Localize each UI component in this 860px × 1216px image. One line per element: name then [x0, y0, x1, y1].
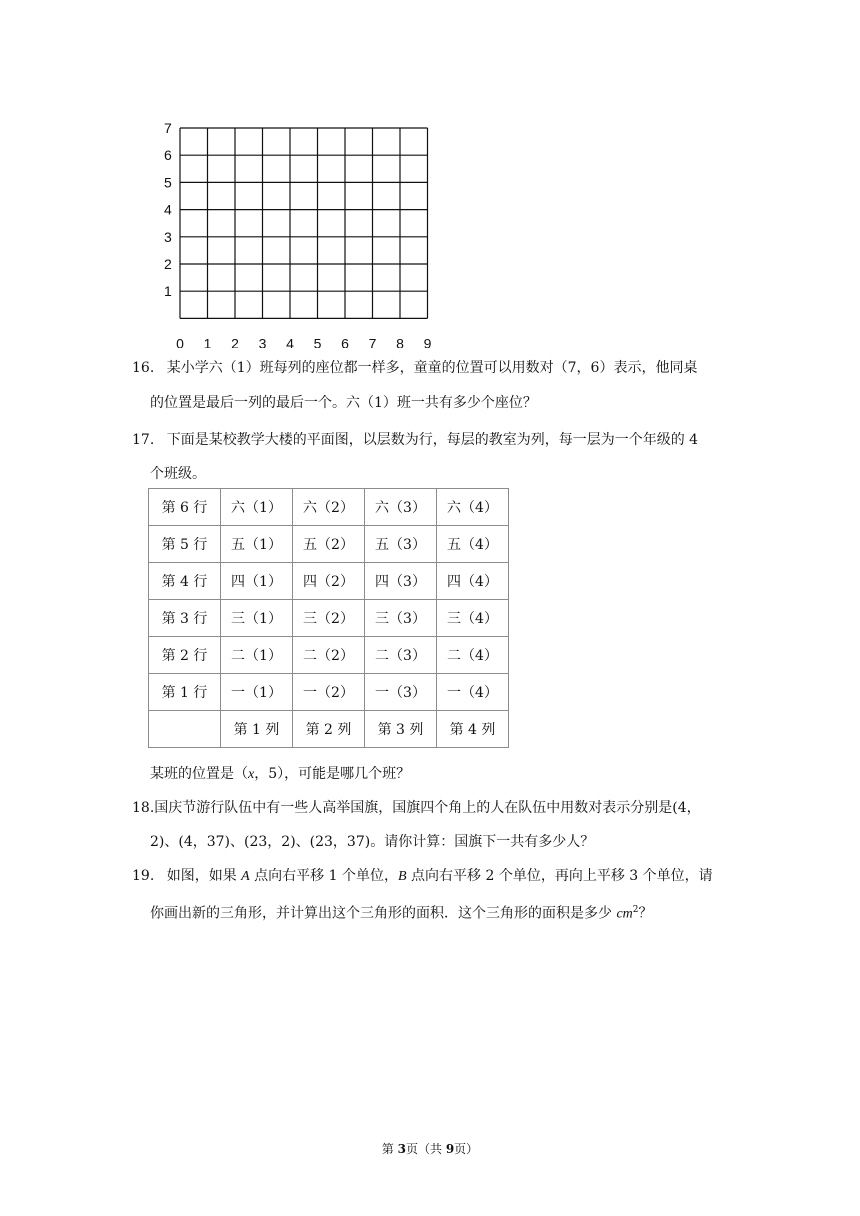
q18-number: 18. [132, 800, 155, 816]
q17-question-post: ，5），可能是哪几个班？ [254, 766, 411, 782]
q18-text-1: 国庆节游行队伍中有一些人高举国旗，国旗四个角上的人在队伍中用数对表示分别是(4， [154, 800, 701, 816]
table-cell: 六（2） [293, 489, 365, 526]
footer-page-number: 3 [397, 1142, 406, 1156]
grid-x-labels [176, 335, 432, 348]
y-tick-label: 6 [164, 147, 172, 164]
table-cell: 二（3） [365, 637, 437, 674]
x-tick-label: 0 [176, 335, 184, 348]
footer-total-pages: 9 [445, 1142, 455, 1156]
table-row [149, 711, 509, 748]
table-cell: 一（2） [293, 674, 365, 711]
table-cell: 第 2 行 [149, 637, 221, 674]
q19-text-1b: 点向右平移 1 个单位， [249, 868, 398, 884]
x-tick-label: 8 [396, 335, 404, 348]
table-row [149, 526, 509, 563]
q19-text-2a: 你画出新的三角形，并计算出这个三角形的面积．这个三角形的面积是多少 [150, 905, 617, 922]
x-tick-label: 6 [341, 335, 349, 348]
table-cell: 第 2 列 [293, 711, 365, 748]
table-cell: 四（1） [221, 563, 293, 600]
table-cell: 四（4） [437, 563, 509, 600]
table-cell: 四（3） [365, 563, 437, 600]
table-row [149, 563, 509, 600]
table-cell: 三（4） [437, 600, 509, 637]
point-a-label: A [241, 869, 250, 884]
coordinate-grid [160, 118, 450, 348]
q19-text-1c: 点向右平移 2 个单位，再向上平移 3 个单位，请 [406, 868, 713, 884]
point-b-label: B [398, 869, 407, 884]
table-cell: 三（3） [365, 600, 437, 637]
table-cell: 五（4） [437, 526, 509, 563]
table-cell: 第 1 列 [221, 711, 293, 748]
table-cell: 五（3） [365, 526, 437, 563]
y-tick-label: 4 [164, 201, 172, 218]
q16-line2: 的位置是最后一列的最后一个。六（1）班一共有多少个座位？ [150, 395, 537, 411]
table-cell: 一（3） [365, 674, 437, 711]
table-row [149, 600, 509, 637]
x-tick-label: 2 [231, 335, 239, 348]
table-cell: 二（1） [221, 637, 293, 674]
table-cell: 三（2） [293, 600, 365, 637]
y-tick-label: 1 [164, 283, 172, 300]
q17-question-pre: 某班的位置是（ [150, 766, 248, 782]
table-cell: 四（2） [293, 563, 365, 600]
grid-y-labels [164, 120, 172, 299]
table-cell: 第 4 列 [437, 711, 509, 748]
table-cell [149, 711, 221, 748]
table-cell: 二（4） [437, 637, 509, 674]
x-tick-label: 3 [258, 335, 267, 348]
q19-text-1a: 如图，如果 [166, 868, 242, 884]
q19-number: 19. [132, 868, 155, 884]
q16-text-1: 某小学六（1）班每列的座位都一样多，童童的位置可以用数对（7，6）表示，他同桌 [166, 360, 698, 376]
table-cell: 第 5 行 [149, 526, 221, 563]
x-tick-label: 1 [203, 335, 212, 348]
q16-line1 [132, 360, 697, 376]
grid-lines [180, 128, 428, 318]
q17-number: 17. [132, 432, 155, 448]
q17-question-var: x [248, 767, 255, 782]
unit-cm: cm [616, 906, 633, 922]
y-tick-label: 7 [164, 120, 172, 136]
table-cell: 六（3） [365, 489, 437, 526]
x-tick-label: 5 [313, 335, 322, 348]
y-tick-label: 5 [164, 174, 172, 191]
y-tick-label: 2 [164, 256, 172, 272]
table-cell: 一（1） [221, 674, 293, 711]
table-cell: 六（4） [437, 489, 509, 526]
table-cell: 第 4 行 [149, 563, 221, 600]
page-footer [0, 1140, 860, 1157]
table-row [149, 637, 509, 674]
table-cell: 第 3 行 [149, 600, 221, 637]
table-cell: 第 1 行 [149, 674, 221, 711]
q19-text-2b: ？ [638, 905, 653, 922]
q17-question [150, 766, 410, 783]
class-table [148, 488, 509, 748]
table-cell: 三（1） [221, 600, 293, 637]
footer-mid: 页（共 [405, 1142, 446, 1156]
x-tick-label: 7 [368, 335, 377, 348]
x-tick-label: 9 [423, 335, 432, 348]
table-cell: 第 3 列 [365, 711, 437, 748]
table-row [149, 489, 509, 526]
y-tick-label: 3 [164, 228, 172, 245]
unit-sup: 2 [632, 905, 639, 915]
q17-text-1: 下面是某校教学大楼的平面图，以层数为行，每层的教室为列，每一层为一个年级的 4 [166, 432, 699, 448]
q16-number: 16. [132, 360, 155, 376]
table-cell: 五（2） [293, 526, 365, 563]
q17-line2: 个班级。 [150, 466, 206, 482]
table-row [149, 674, 509, 711]
footer-pre: 第 [381, 1142, 398, 1156]
q19-line2 [150, 902, 653, 923]
table-cell: 二（2） [293, 637, 365, 674]
table-cell: 六（1） [221, 489, 293, 526]
table-cell: 五（1） [221, 526, 293, 563]
q19-line1 [132, 868, 713, 885]
q18-line1 [132, 800, 701, 816]
q18-line2: 2)、(4，37)、(23，2)、(23，37)。请你计算：国旗下一共有多少人？ [150, 834, 595, 850]
q17-line1 [132, 432, 698, 448]
x-tick-label: 4 [286, 335, 294, 348]
table-cell: 第 6 行 [149, 489, 221, 526]
table-cell: 一（4） [437, 674, 509, 711]
footer-post: 页） [454, 1142, 479, 1156]
